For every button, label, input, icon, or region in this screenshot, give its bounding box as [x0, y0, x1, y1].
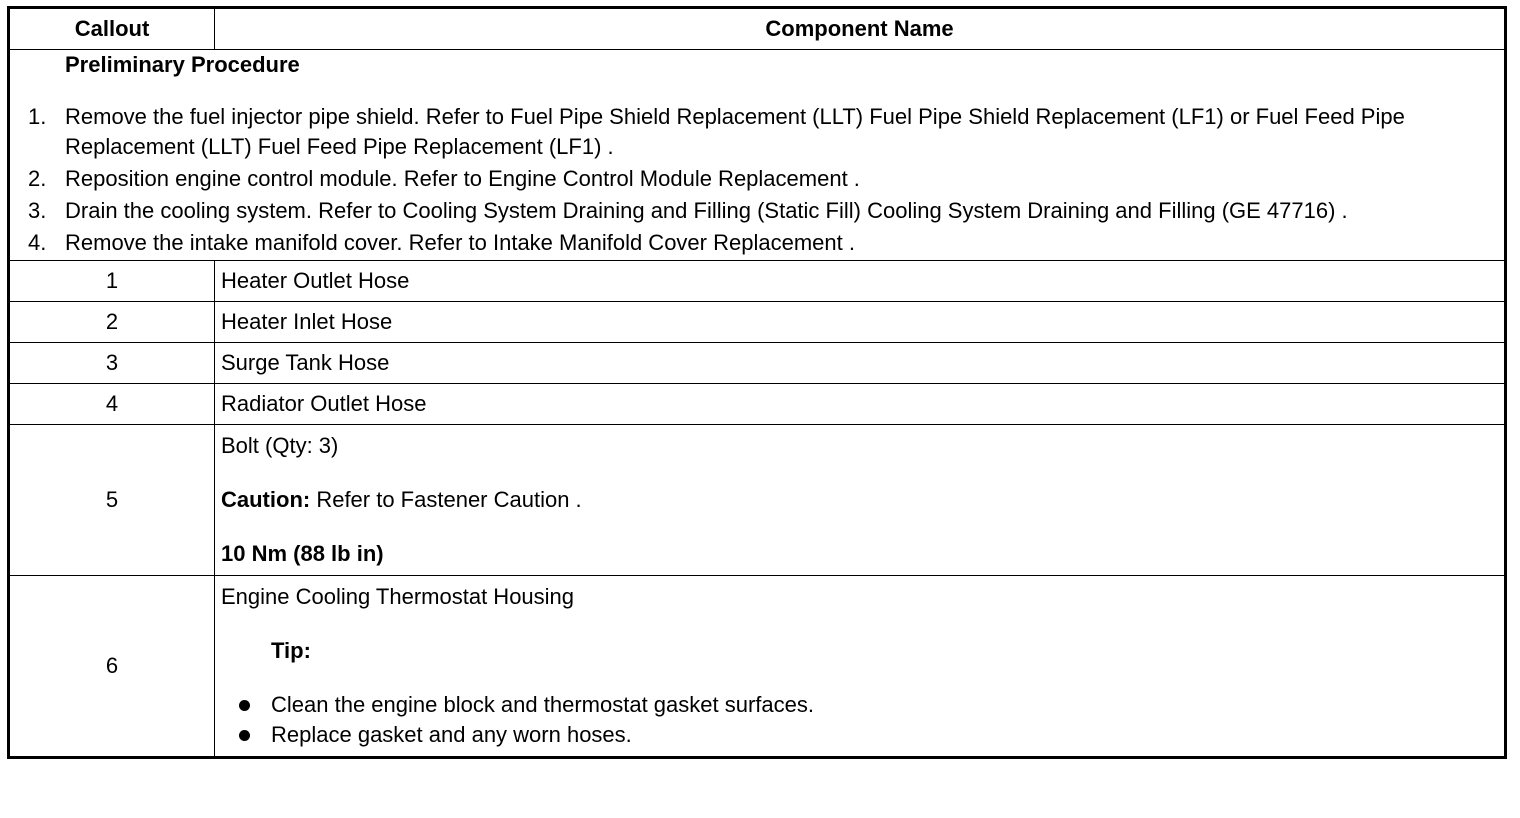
table-header-row	[9, 8, 1506, 50]
component-name-cell: Heater Inlet Hose	[215, 302, 1506, 343]
tip-text: Clean the engine block and thermostat gasket surfaces.	[271, 692, 814, 717]
callout-cell: 3	[9, 343, 215, 384]
step-item	[10, 228, 1504, 258]
step-number: 2.	[28, 166, 47, 191]
step-number: 1.	[28, 104, 47, 129]
callout-cell: 1	[9, 261, 215, 302]
bullet-icon	[239, 730, 250, 741]
component-name: Bolt (Qty: 3)	[221, 433, 339, 458]
tip-item	[215, 690, 1504, 720]
preliminary-procedure	[9, 50, 1506, 261]
step-text: Remove the fuel injector pipe shield. Refer to Fuel Pipe Shield Replacement (LLT) Fuel Pipe Shield Replacement (LF1) or Fuel Feed Pipe Replacement (LLT) Fuel Feed Pipe Replacement (LF1) .	[65, 104, 1405, 159]
component-name-cell: Heater Outlet Hose	[215, 261, 1506, 302]
component-name-cell	[215, 576, 1506, 758]
step-number: 4.	[28, 230, 47, 255]
callout-cell: 2	[9, 302, 215, 343]
table-row	[9, 576, 1506, 758]
step-item	[10, 196, 1504, 226]
preliminary-title: Preliminary Procedure	[65, 52, 300, 77]
tip-list	[215, 690, 1504, 750]
table-row	[9, 261, 1506, 302]
document	[7, 6, 1507, 759]
component-name-cell	[215, 425, 1506, 576]
caution-label: Caution:	[221, 487, 311, 512]
table-row	[9, 343, 1506, 384]
callout-cell: 6	[9, 576, 215, 758]
preliminary-row	[9, 50, 1506, 261]
table-row	[9, 425, 1506, 576]
step-text: Drain the cooling system. Refer to Cooling System Draining and Filling (Static Fill) Cooling System Draining and Filling (GE 47716) .	[65, 198, 1348, 223]
caution-text: Refer to Fastener Caution .	[310, 487, 582, 512]
torque-spec: 10 Nm (88 lb in)	[221, 541, 384, 566]
step-number: 3.	[28, 198, 47, 223]
step-item	[10, 164, 1504, 194]
table-row	[9, 302, 1506, 343]
tip-item	[215, 720, 1504, 750]
step-text: Remove the intake manifold cover. Refer to Intake Manifold Cover Replacement .	[65, 230, 855, 255]
header-component-name: Component Name	[215, 8, 1506, 50]
component-name-cell: Radiator Outlet Hose	[215, 384, 1506, 425]
step-text: Reposition engine control module. Refer to Engine Control Module Replacement .	[65, 166, 860, 191]
callout-cell: 4	[9, 384, 215, 425]
component-table	[7, 6, 1507, 759]
component-name: Engine Cooling Thermostat Housing	[221, 584, 575, 609]
component-name-cell: Surge Tank Hose	[215, 343, 1506, 384]
tip-text: Replace gasket and any worn hoses.	[271, 722, 632, 747]
callout-cell: 5	[9, 425, 215, 576]
step-item	[10, 102, 1504, 162]
caution-note	[221, 485, 1504, 515]
tip-label: Tip:	[271, 638, 311, 663]
table-row	[9, 384, 1506, 425]
preliminary-steps	[10, 102, 1504, 258]
bullet-icon	[239, 700, 250, 711]
header-callout: Callout	[9, 8, 215, 50]
